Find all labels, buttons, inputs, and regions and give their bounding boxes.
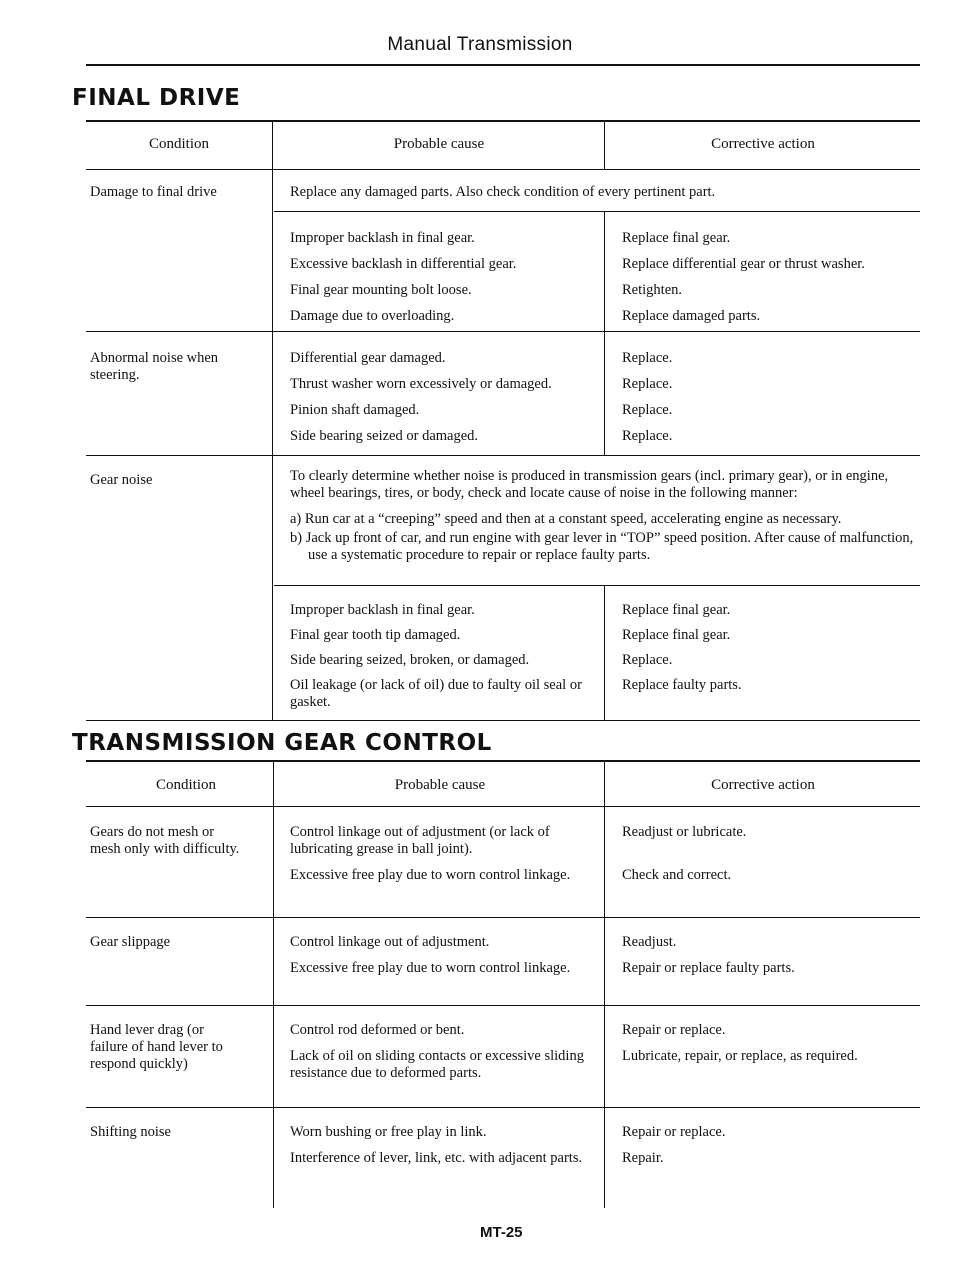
action-item: Replace. [622, 402, 673, 418]
gear-control-row4-causes [290, 1124, 590, 1176]
final-drive-row2-causes [290, 350, 595, 454]
gear-control-row3-rule [86, 1107, 920, 1108]
action-item: Replace. [622, 376, 673, 392]
action-item: Replace final gear. [622, 627, 731, 643]
action-item: Retighten. [622, 282, 683, 298]
action-item: Replace. [622, 350, 673, 366]
cause-item: Pinion shaft damaged. [290, 402, 420, 418]
gear-control-row2-causes [290, 934, 590, 986]
gear-control-table-top-rule [86, 760, 920, 762]
final-drive-row1-condition: Damage to final drive [90, 184, 217, 200]
cause-item: Excessive free play due to worn control linkage. [290, 867, 571, 883]
gear-control-row3-causes [290, 1022, 595, 1091]
gear-control-row1-actions [622, 824, 912, 893]
action-item: Replace differential gear or thrust washer. [622, 256, 865, 272]
gear-noise-note: To clearly determine whether noise is produced in transmission gears (incl. primary gear), or in engine, wheel bearings, tires, or body, check and locate cause of noise in the following manner: [290, 468, 889, 501]
final-drive-divider-2a [604, 120, 605, 170]
final-drive-col-cause: Probable cause [393, 136, 485, 152]
action-item: Readjust. [622, 934, 677, 950]
final-drive-bottom-rule [86, 720, 920, 721]
gear-control-row2-actions [622, 934, 912, 986]
action-item: Lubricate, repair, or replace, as required. [622, 1048, 858, 1064]
gear-noise-step-b: b) Jack up front of car, and run engine with gear lever in “TOP” speed position. After cause of malfunction, use a systematic procedure to repair or replace faulty parts. [290, 530, 914, 563]
final-drive-divider-1 [272, 120, 273, 720]
cause-item: Differential gear damaged. [290, 350, 446, 366]
cause-item: Side bearing seized or damaged. [290, 428, 479, 444]
final-drive-row1-rule [86, 331, 920, 332]
final-drive-row2-actions [622, 350, 912, 454]
final-drive-row1-actions [622, 230, 912, 334]
gear-control-row2-rule [86, 1005, 920, 1006]
gear-noise-step-a: a) Run car at a “creeping” speed and then at a constant speed, accelerating engine as necessary. [290, 511, 842, 527]
final-drive-row3-actions [622, 602, 912, 702]
action-item: Check and correct. [622, 867, 732, 883]
cause-item: Interference of lever, link, etc. with adjacent parts. [290, 1150, 583, 1166]
cause-item: Oil leakage (or lack of oil) due to faulty oil seal or gasket. [290, 677, 582, 710]
header-rule [86, 64, 920, 66]
cause-item: Side bearing seized, broken, or damaged. [290, 652, 530, 668]
gear-control-row2-condition: Gear slippage [90, 934, 171, 950]
gear-control-row1-causes [290, 824, 590, 893]
gear-control-row3-condition: Hand lever drag (or failure of hand lever to respond quickly) [90, 1022, 223, 1072]
gear-control-col-cause: Probable cause [394, 777, 486, 793]
final-drive-row1-note: Replace any damaged parts. Also check condition of every pertinent part. [290, 184, 716, 200]
action-item: Repair or replace. [622, 1124, 726, 1140]
cause-item: Control rod deformed or bent. [290, 1022, 465, 1038]
cause-item: Improper backlash in final gear. [290, 602, 475, 618]
final-drive-col-action: Corrective action [711, 136, 815, 152]
cause-item: Lack of oil on sliding contacts or excessive sliding resistance due to deformed parts. [290, 1048, 584, 1081]
cause-item: Control linkage out of adjustment. [290, 934, 490, 950]
cause-item: Final gear tooth tip damaged. [290, 627, 461, 643]
gear-control-row3-actions [622, 1022, 917, 1074]
cause-item: Improper backlash in final gear. [290, 230, 475, 246]
final-drive-row3-condition: Gear noise [90, 472, 153, 488]
final-drive-row3-note-block [290, 468, 920, 564]
cause-item: Worn bushing or free play in link. [290, 1124, 487, 1140]
action-item: Repair or replace faulty parts. [622, 960, 795, 976]
final-drive-divider-2c [604, 332, 605, 456]
gear-control-row4-actions [622, 1124, 912, 1176]
final-drive-title: FINAL DRIVE [72, 85, 241, 111]
page-number: MT-25 [480, 1224, 523, 1241]
action-item: Repair. [622, 1150, 664, 1166]
cause-item: Damage due to overloading. [290, 308, 455, 324]
gear-control-head-rule [86, 806, 920, 807]
gear-control-title: TRANSMISSION GEAR CONTROL [72, 730, 492, 756]
final-drive-row2-condition: Abnormal noise when steering. [90, 350, 219, 383]
cause-item: Final gear mounting bolt loose. [290, 282, 472, 298]
final-drive-row1-note-rule [274, 211, 920, 212]
action-item: Replace final gear. [622, 230, 731, 246]
action-item: Replace final gear. [622, 602, 731, 618]
action-item: Replace faulty parts. [622, 677, 742, 693]
gear-control-divider-2 [604, 762, 605, 1208]
final-drive-row1-causes [290, 230, 595, 334]
gear-control-row4-condition: Shifting noise [90, 1124, 171, 1140]
gear-control-row1-rule [86, 917, 920, 918]
gear-control-col-condition: Condition [155, 777, 216, 793]
gear-control-col-action: Corrective action [711, 777, 815, 793]
final-drive-table-top-rule [86, 120, 920, 122]
final-drive-divider-2b [604, 212, 605, 332]
action-item: Replace. [622, 652, 673, 668]
action-item: Readjust or lubricate. [622, 824, 747, 840]
final-drive-row3-note-rule [274, 585, 920, 586]
final-drive-row2-rule [86, 455, 920, 456]
action-item: Replace damaged parts. [622, 308, 761, 324]
cause-item: Excessive backlash in differential gear. [290, 256, 517, 272]
action-item: Replace. [622, 428, 673, 444]
action-item: Repair or replace. [622, 1022, 726, 1038]
page-header: Manual Transmission [387, 34, 573, 55]
final-drive-head-rule [86, 169, 920, 170]
cause-item: Thrust washer worn excessively or damaged. [290, 376, 552, 392]
gear-control-divider-1 [273, 762, 274, 1208]
cause-item: Excessive free play due to worn control linkage. [290, 960, 571, 976]
cause-item: Control linkage out of adjustment (or lack of lubricating grease in ball joint). [290, 824, 550, 857]
gear-control-row1-condition: Gears do not mesh or mesh only with difficulty. [90, 824, 240, 857]
final-drive-row3-causes [290, 602, 590, 719]
final-drive-col-condition: Condition [148, 136, 209, 152]
final-drive-divider-2d [604, 586, 605, 720]
